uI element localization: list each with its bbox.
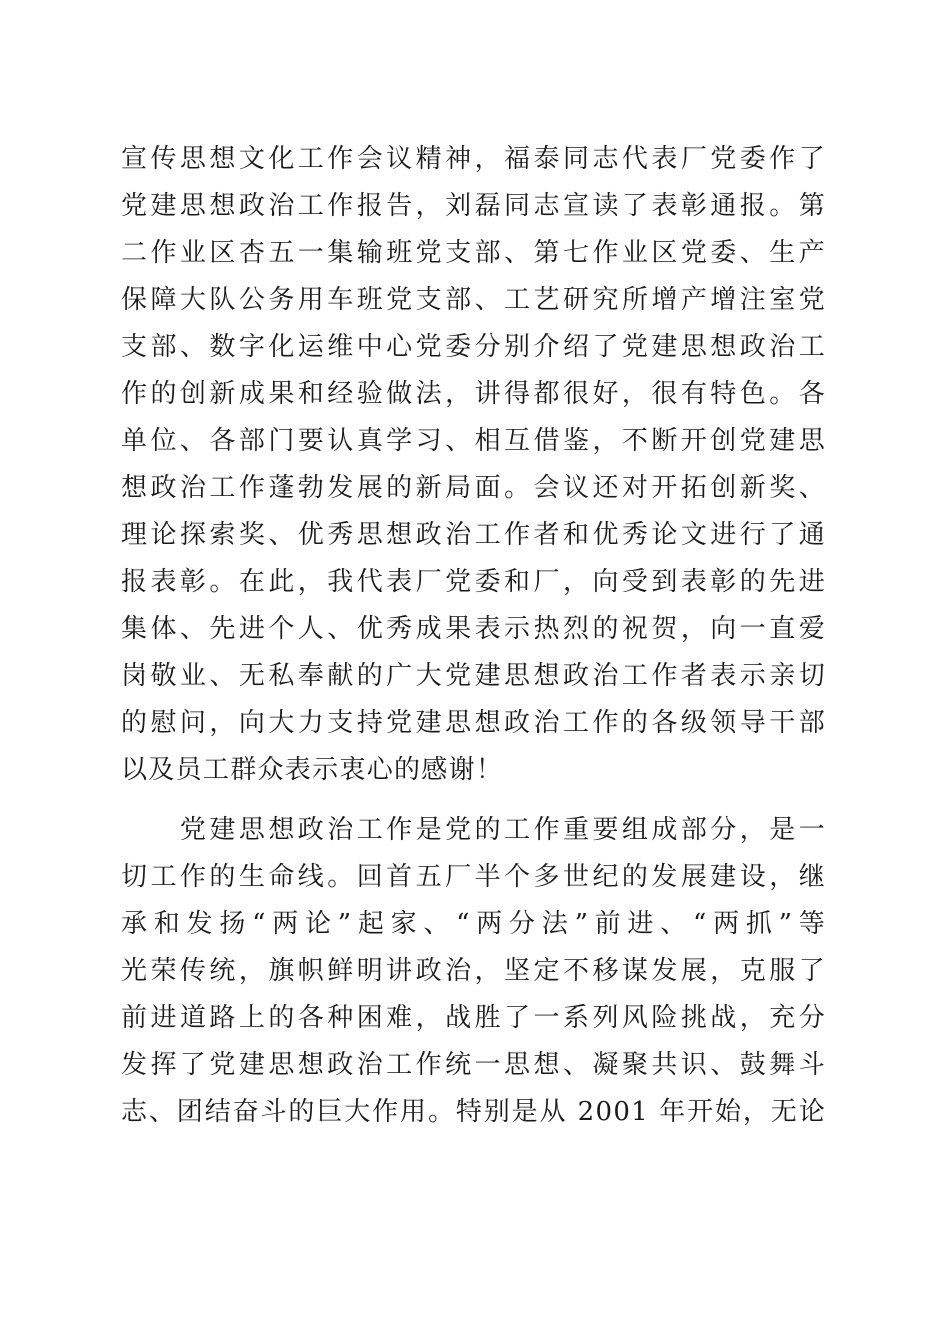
document-body xyxy=(121,136,826,1136)
paragraph-spacer xyxy=(121,794,826,807)
paragraph-2 xyxy=(121,807,826,1136)
text-line: 岗敬业、无私奉献的广大党建思想政治工作者表示亲切 xyxy=(121,661,826,691)
text-line: 的慰问，向大力支持党建思想政治工作的各级领导干部 xyxy=(121,708,826,738)
text-line: 想政治工作蓬勃发展的新局面。会议还对开拓创新奖、 xyxy=(121,473,826,503)
text-line: 保障大队公务用车班党支部、工艺研究所增产增注室党 xyxy=(121,285,826,315)
text-line: 集体、先进个人、优秀成果表示热烈的祝贺，向一直爱 xyxy=(121,614,826,644)
text-line: 宣传思想文化工作会议精神，福泰同志代表厂党委作了 xyxy=(121,144,826,174)
text-line: 前进道路上的各种困难，战胜了一系列风险挑战，充分 xyxy=(121,1003,826,1033)
text-line: 发挥了党建思想政治工作统一思想、凝聚共识、鼓舞斗 xyxy=(121,1050,826,1080)
paragraph-1 xyxy=(121,136,826,794)
text-line: 理论探索奖、优秀思想政治工作者和优秀论文进行了通 xyxy=(121,520,826,550)
text-line: 单位、各部门要认真学习、相互借鉴，不断开创党建思 xyxy=(121,426,826,456)
text-line: 承和发扬“两论”起家、“两分法”前进、“两抓”等 xyxy=(121,909,826,939)
text-line: 光荣传统，旗帜鲜明讲政治，坚定不移谋发展，克服了 xyxy=(121,956,826,986)
text-line: 支部、数字化运维中心党委分别介绍了党建思想政治工 xyxy=(121,332,826,362)
text-line: 切工作的生命线。回首五厂半个多世纪的发展建设，继 xyxy=(121,862,826,892)
text-line-last: 以及员工群众表示衷心的感谢！ xyxy=(121,755,504,785)
text-line: 志、团结奋斗的巨大作用。特别是从 2001 年开始，无论 xyxy=(121,1097,826,1127)
text-line: 作的创新成果和经验做法，讲得都很好，很有特色。各 xyxy=(121,379,826,409)
text-line: 二作业区杏五一集输班党支部、第七作业区党委、生产 xyxy=(121,238,826,268)
text-line: 报表彰。在此，我代表厂党委和厂，向受到表彰的先进 xyxy=(121,567,826,597)
text-line: 党建思想政治工作报告，刘磊同志宣读了表彰通报。第 xyxy=(121,191,826,221)
text-line-indented: 党建思想政治工作是党的工作重要组成部分，是一 xyxy=(121,815,826,845)
